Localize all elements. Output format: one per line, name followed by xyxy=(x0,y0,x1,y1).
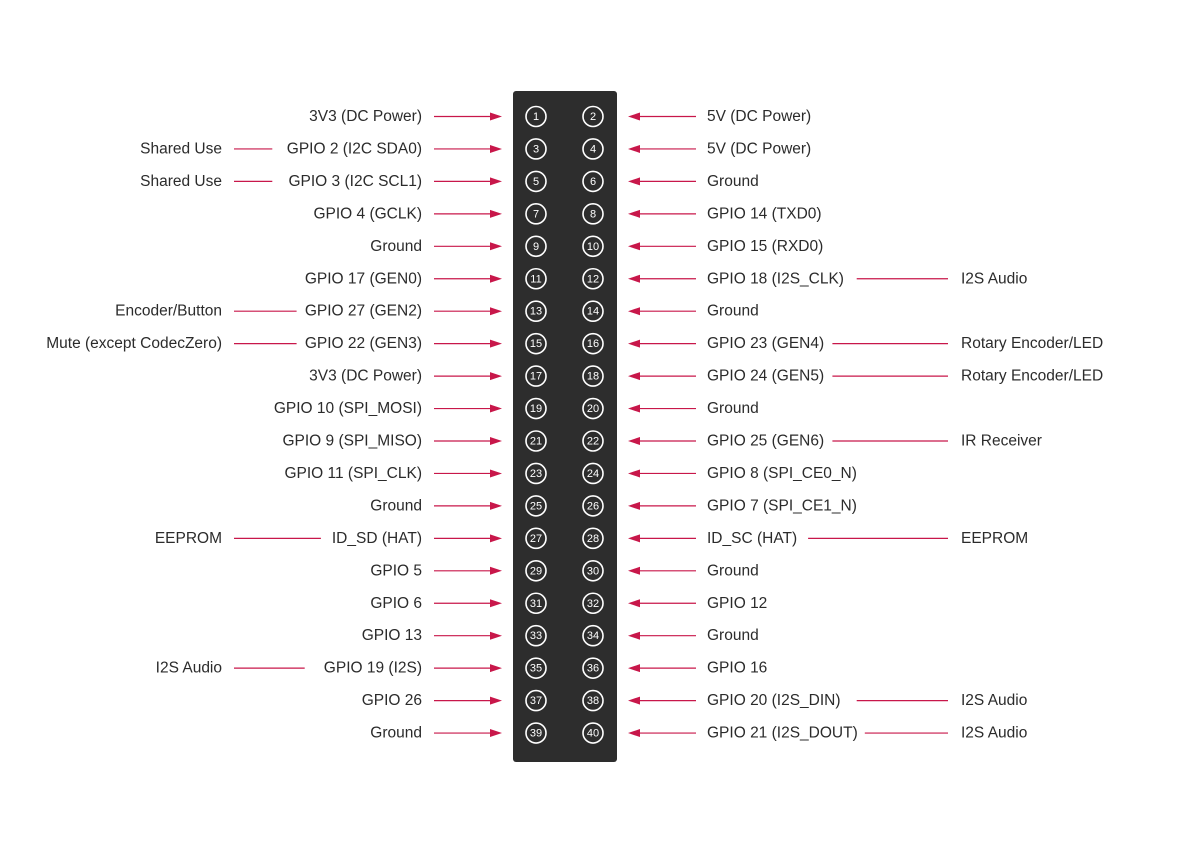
left-arrowhead-icon xyxy=(490,599,502,607)
pin-number: 15 xyxy=(529,338,543,351)
pin-row xyxy=(370,723,1027,743)
left-pin-label: GPIO 6 xyxy=(370,594,422,612)
pin-number: 19 xyxy=(529,403,543,416)
pin-row xyxy=(140,139,811,159)
right-pin-note: I2S Audio xyxy=(961,724,1028,742)
left-pin-note: I2S Audio xyxy=(155,659,222,677)
pin-row xyxy=(362,691,1028,711)
pin-number: 36 xyxy=(586,662,600,675)
pin-number: 11 xyxy=(530,273,542,286)
right-arrowhead-icon xyxy=(628,113,640,121)
pin-number: 17 xyxy=(529,370,543,383)
pin-row xyxy=(140,171,759,191)
right-pin-label: 5V (DC Power) xyxy=(707,140,812,158)
pin-row xyxy=(115,301,759,321)
pin-number: 39 xyxy=(529,727,543,740)
pin-number: 38 xyxy=(586,695,600,708)
left-pin-label: Ground xyxy=(370,237,422,255)
left-pin-note: EEPROM xyxy=(154,529,222,547)
pin-number: 21 xyxy=(529,435,543,448)
right-pin-label: ID_SC (HAT) xyxy=(707,529,798,547)
right-pin-label: GPIO 21 (I2S_DOUT) xyxy=(707,724,858,742)
left-arrowhead-icon xyxy=(490,664,502,672)
right-arrowhead-icon xyxy=(628,729,640,737)
right-pin-label: Ground xyxy=(707,562,759,580)
left-pin-label: 3V3 (DC Power) xyxy=(309,367,422,385)
right-arrowhead-icon xyxy=(628,307,640,315)
right-arrowhead-icon xyxy=(628,210,640,218)
left-arrowhead-icon xyxy=(490,242,502,250)
left-arrowhead-icon xyxy=(490,177,502,185)
left-arrowhead-icon xyxy=(490,340,502,348)
left-pin-label: GPIO 27 (GEN2) xyxy=(304,302,422,320)
pin-row xyxy=(305,269,1028,289)
left-pin-label: GPIO 10 (SPI_MOSI) xyxy=(273,400,422,418)
pin-number: 24 xyxy=(586,467,600,480)
left-arrowhead-icon xyxy=(490,307,502,315)
left-arrowhead-icon xyxy=(490,502,502,510)
left-arrowhead-icon xyxy=(490,729,502,737)
left-arrowhead-icon xyxy=(490,275,502,283)
pin-number: 12 xyxy=(586,273,600,286)
right-arrowhead-icon xyxy=(628,372,640,380)
right-arrowhead-icon xyxy=(628,405,640,413)
right-pin-note: Rotary Encoder/LED xyxy=(961,335,1104,353)
pin-number: 29 xyxy=(529,565,543,578)
pin-number: 4 xyxy=(589,143,597,156)
right-pin-label: 5V (DC Power) xyxy=(707,108,812,125)
pin-number: 5 xyxy=(532,175,540,188)
pin-number: 27 xyxy=(529,532,543,545)
pin-number: 2 xyxy=(589,111,597,123)
left-pin-note: Shared Use xyxy=(140,140,222,158)
right-pin-label: GPIO 25 (GEN6) xyxy=(707,432,825,450)
right-arrowhead-icon xyxy=(628,275,640,283)
pin-number: 7 xyxy=(532,208,540,221)
left-arrowhead-icon xyxy=(490,469,502,477)
left-pin-label: ID_SD (HAT) xyxy=(331,529,422,547)
pin-number: 9 xyxy=(532,240,540,253)
left-pin-label: GPIO 9 (SPI_MISO) xyxy=(282,432,422,450)
pin-number: 20 xyxy=(586,403,600,416)
right-arrowhead-icon xyxy=(628,437,640,445)
left-arrowhead-icon xyxy=(490,372,502,380)
right-pin-label: GPIO 14 (TXD0) xyxy=(707,205,822,223)
left-pin-label: GPIO 17 (GEN0) xyxy=(304,270,422,288)
right-pin-note: I2S Audio xyxy=(961,692,1028,710)
pin-number: 31 xyxy=(529,597,543,610)
pin-row xyxy=(282,431,1042,451)
right-pin-label: GPIO 8 (SPI_CE0_N) xyxy=(707,464,857,482)
pin-number: 10 xyxy=(586,240,600,253)
right-pin-note: Rotary Encoder/LED xyxy=(961,367,1104,385)
right-arrowhead-icon xyxy=(628,145,640,153)
right-pin-label: GPIO 16 xyxy=(707,659,768,677)
pin-number: 25 xyxy=(529,500,543,513)
right-pin-label: GPIO 18 (I2S_CLK) xyxy=(707,270,844,288)
pin-number: 26 xyxy=(586,500,600,513)
right-pin-label: GPIO 15 (RXD0) xyxy=(707,237,824,255)
right-pin-label: Ground xyxy=(707,400,759,418)
left-pin-note: Encoder/Button xyxy=(115,302,222,320)
left-arrowhead-icon xyxy=(490,437,502,445)
pin-number: 13 xyxy=(529,305,543,318)
right-pin-label: GPIO 23 (GEN4) xyxy=(707,335,825,353)
pin-number: 33 xyxy=(529,630,543,643)
pin-row xyxy=(309,366,1103,386)
left-pin-label: GPIO 22 (GEN3) xyxy=(304,335,422,353)
left-pin-note: Shared Use xyxy=(140,172,222,190)
right-arrowhead-icon xyxy=(628,697,640,705)
left-arrowhead-icon xyxy=(490,405,502,413)
right-arrowhead-icon xyxy=(628,567,640,575)
pin-number: 35 xyxy=(529,662,543,675)
left-pin-label: GPIO 3 (I2C SCL1) xyxy=(288,172,422,190)
left-arrowhead-icon xyxy=(490,567,502,575)
right-arrowhead-icon xyxy=(628,664,640,672)
left-pin-label: GPIO 2 (I2C SDA0) xyxy=(286,140,422,158)
left-pin-label: GPIO 19 (I2S) xyxy=(323,659,422,677)
right-pin-label: GPIO 24 (GEN5) xyxy=(707,367,825,385)
pin-number: 3 xyxy=(532,143,540,156)
right-arrowhead-icon xyxy=(628,242,640,250)
pin-row xyxy=(156,658,768,678)
left-arrowhead-icon xyxy=(490,210,502,218)
right-pin-label: GPIO 12 xyxy=(707,594,768,612)
pin-number: 1 xyxy=(532,111,540,123)
left-pin-note: Mute (except CodecZero) xyxy=(46,335,222,353)
right-pin-label: GPIO 20 (I2S_DIN) xyxy=(707,692,841,710)
right-arrowhead-icon xyxy=(628,469,640,477)
right-arrowhead-icon xyxy=(628,599,640,607)
pin-number: 34 xyxy=(586,630,600,643)
pin-number: 32 xyxy=(586,597,600,610)
pin-number: 28 xyxy=(586,532,600,545)
pin-number: 14 xyxy=(586,305,600,318)
right-pin-note: IR Receiver xyxy=(961,432,1042,450)
right-arrowhead-icon xyxy=(628,632,640,640)
left-pin-label: Ground xyxy=(370,724,422,742)
right-arrowhead-icon xyxy=(628,502,640,510)
pin-number: 22 xyxy=(586,435,600,448)
pin-number: 30 xyxy=(586,565,600,578)
left-arrowhead-icon xyxy=(490,113,502,121)
right-pin-label: Ground xyxy=(707,302,759,320)
right-arrowhead-icon xyxy=(628,340,640,348)
left-arrowhead-icon xyxy=(490,632,502,640)
left-pin-label: GPIO 26 xyxy=(361,692,422,710)
pin-number: 8 xyxy=(589,208,597,221)
left-arrowhead-icon xyxy=(490,697,502,705)
pin-number: 16 xyxy=(586,338,600,351)
left-pin-label: 3V3 (DC Power) xyxy=(309,108,422,125)
right-arrowhead-icon xyxy=(628,534,640,542)
left-pin-label: Ground xyxy=(370,497,422,515)
left-pin-label: GPIO 4 (GCLK) xyxy=(313,205,422,223)
left-arrowhead-icon xyxy=(490,534,502,542)
right-arrowhead-icon xyxy=(628,177,640,185)
right-pin-label: Ground xyxy=(707,627,759,645)
pin-number: 6 xyxy=(589,175,597,188)
pin-number: 18 xyxy=(586,370,600,383)
pin-number: 37 xyxy=(529,695,543,708)
pin-number: 23 xyxy=(529,467,543,480)
left-arrowhead-icon xyxy=(490,145,502,153)
right-pin-note: I2S Audio xyxy=(961,270,1028,288)
right-pin-note: EEPROM xyxy=(961,529,1029,547)
left-pin-label: GPIO 13 xyxy=(361,627,422,645)
left-pin-label: GPIO 11 (SPI_CLK) xyxy=(284,464,422,482)
pin-number: 40 xyxy=(586,727,600,740)
right-pin-label: GPIO 7 (SPI_CE1_N) xyxy=(707,497,857,515)
right-pin-label: Ground xyxy=(707,172,759,190)
left-pin-label: GPIO 5 xyxy=(370,562,422,580)
